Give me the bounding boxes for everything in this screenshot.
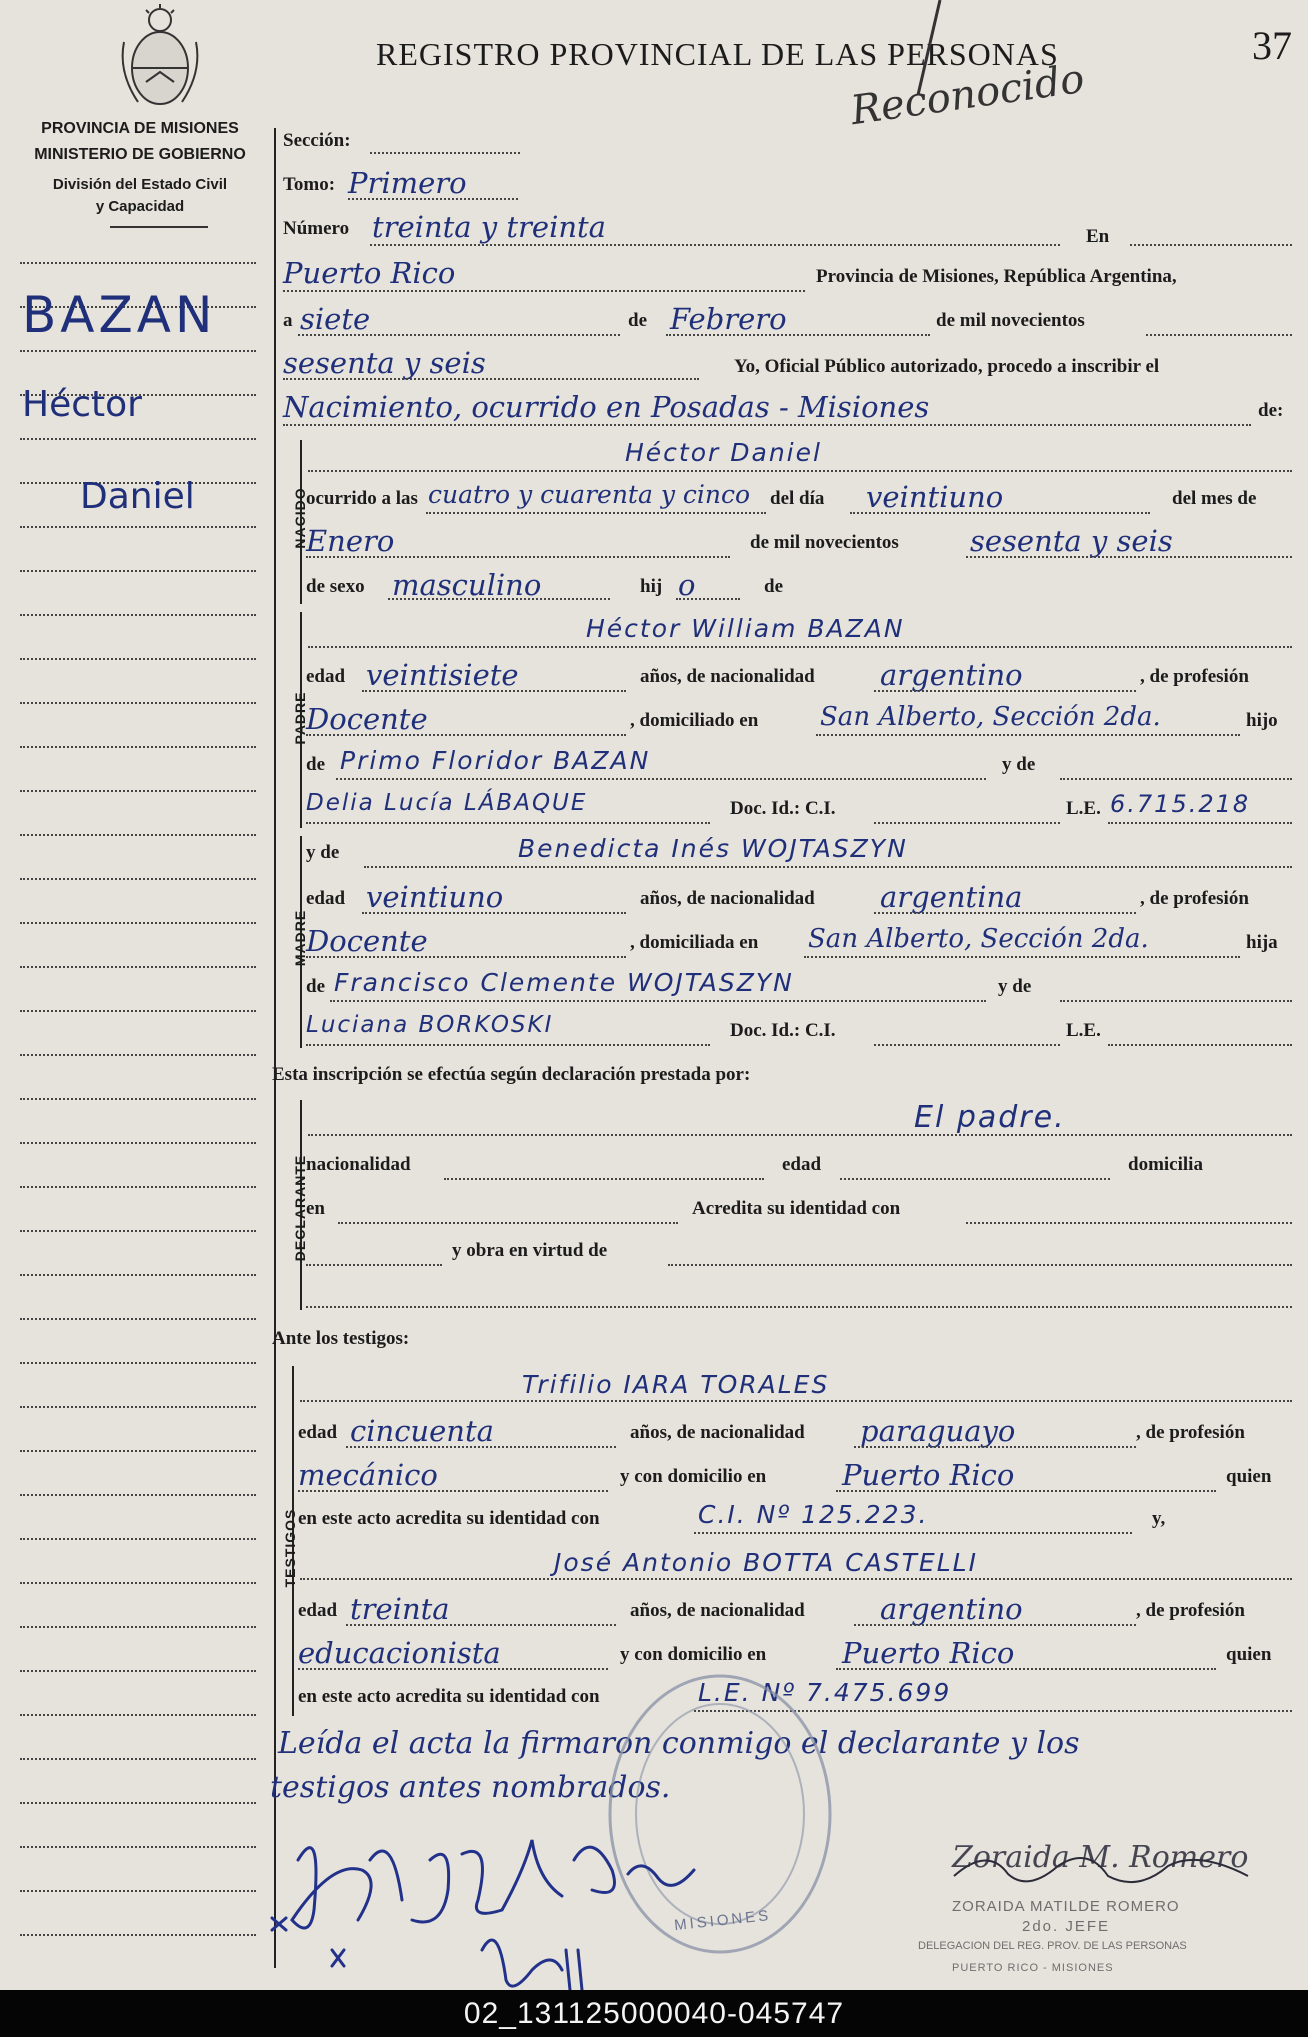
- year-line: [283, 378, 699, 380]
- padre-doc-line: [874, 822, 1060, 824]
- madre-dom-value: San Alberto, Sección 2da.: [808, 924, 1149, 954]
- padre-edad-line: [362, 690, 626, 692]
- page-number: 37: [1252, 23, 1292, 68]
- tomo-value: Primero: [348, 166, 467, 200]
- margin-line: [20, 1670, 256, 1672]
- capacity-heading: y Capacidad: [95, 198, 185, 215]
- margin-line: [20, 1230, 256, 1232]
- margin-line: [20, 1406, 256, 1408]
- madre-dom-label: , domiciliada en: [630, 932, 759, 953]
- day-line: [298, 334, 620, 336]
- madre-father-line: [330, 1000, 986, 1002]
- padre-prof-value: Docente: [306, 702, 428, 736]
- reconocido-stamp: Reconocido: [847, 55, 1088, 135]
- madre-name-value: Benedicta Inés WOJTASZYN: [518, 834, 908, 863]
- nacido-month-value: Enero: [306, 524, 395, 558]
- heading-rule: [110, 226, 208, 228]
- w2-acredita-label: en este acto acredita su identidad con: [298, 1686, 600, 1707]
- declarante-edad-label: edad: [782, 1154, 822, 1175]
- w2-prof-line: [298, 1668, 608, 1670]
- w1-name-value: Trifilio IARA TORALES: [522, 1370, 830, 1399]
- testigos-intro: Ante los testigos:: [272, 1328, 410, 1349]
- w2-prof-value: educacionista: [298, 1636, 501, 1670]
- seccion-line: [370, 152, 520, 154]
- w1-prof-line: [298, 1490, 608, 1492]
- w2-edad-label: edad: [298, 1600, 338, 1621]
- stamp-stroke: [910, 0, 950, 100]
- stamp-office: DELEGACION DEL REG. PROV. DE LAS PERSONAS: [918, 1940, 1187, 1952]
- madre-dom-line: [804, 956, 1240, 958]
- w1-dom-label: y con domicilio en: [620, 1466, 767, 1487]
- hour-value: cuatro y cuarenta y cinco: [428, 480, 751, 509]
- w2-dom-line: [836, 1668, 1216, 1670]
- declarante-acredita-line: [966, 1222, 1292, 1224]
- nacido-day-line: [850, 512, 1150, 514]
- province-text: Provincia de Misiones, República Argentina,: [816, 266, 1177, 287]
- margin-line: [20, 570, 256, 572]
- madre-prof-value: Docente: [306, 924, 428, 958]
- en-line: [1130, 244, 1292, 246]
- division-heading: División del Estado Civil: [52, 176, 228, 193]
- margin-line: [20, 1010, 256, 1012]
- padre-nac-label: años, de nacionalidad: [640, 666, 815, 687]
- margin-line: [20, 922, 256, 924]
- madre-le-line: [1108, 1044, 1292, 1046]
- event-value: Nacimiento, ocurrido en Posadas - Misiones: [283, 390, 930, 424]
- margin-middle-name: Daniel: [80, 476, 195, 517]
- margin-line: [20, 702, 256, 704]
- margin-line: [20, 526, 256, 528]
- madre-label: MADRE: [292, 909, 308, 967]
- margin-line: [20, 1758, 256, 1760]
- stamp-title: 2do. JEFE: [1022, 1918, 1111, 1935]
- month-value: Febrero: [670, 302, 787, 336]
- declarante-extra-line: [306, 1306, 1292, 1308]
- ocurrido-label: ocurrido a las: [306, 488, 418, 509]
- margin-line: [20, 262, 256, 264]
- margin-line: [20, 438, 256, 440]
- tomo-label: Tomo:: [283, 174, 336, 195]
- madre-mother-value: Luciana BORKOSKI: [306, 1012, 554, 1038]
- madre-name-line: [364, 866, 1292, 868]
- madre-prof-label: , de profesión: [1140, 888, 1249, 909]
- madre-le-label: L.E.: [1066, 1020, 1101, 1041]
- padre-mother-value: Delia Lucía LÁBAQUE: [306, 790, 588, 816]
- testigos-label: TESTIGOS: [282, 1508, 298, 1588]
- w2-acredita-value: L.E. Nº 7.475.699: [698, 1678, 952, 1707]
- madre-edad-label: edad: [306, 888, 346, 909]
- w2-prof-label: , de profesión: [1136, 1600, 1245, 1621]
- padre-father-line: [336, 778, 986, 780]
- padre-dom-line: [816, 734, 1240, 736]
- margin-line: [20, 1362, 256, 1364]
- mil-line: [1146, 334, 1292, 336]
- del-dia-label: del día: [770, 488, 825, 509]
- nacido-de-label: de: [764, 576, 783, 597]
- nacido-name-line: [308, 470, 1292, 472]
- declarante-dom-label: domicilia: [1128, 1154, 1203, 1175]
- w2-nac-line: [854, 1624, 1136, 1626]
- padre-le-value: 6.715.218: [1110, 790, 1251, 818]
- month-line: [666, 334, 930, 336]
- w1-prof-label: , de profesión: [1136, 1422, 1245, 1443]
- padre-hijo-label: hijo: [1246, 710, 1278, 731]
- margin-surname: BAZAN: [22, 286, 217, 344]
- madre-nac-label: años, de nacionalidad: [640, 888, 815, 909]
- officer-text: Yo, Oficial Público autorizado, procedo a inscribir el: [734, 356, 1160, 377]
- nacido-day-value: veintiuno: [866, 480, 1004, 514]
- hij-line: [676, 598, 740, 600]
- nacido-name-value: Héctor Daniel: [625, 438, 822, 467]
- madre-edad-value: veintiuno: [366, 880, 504, 914]
- padre-nac-value: argentino: [880, 658, 1023, 692]
- margin-line: [20, 746, 256, 748]
- madre-y-de2-label: y de: [998, 976, 1032, 997]
- padre-father-value: Primo Floridor BAZAN: [340, 746, 651, 775]
- margin-line: [20, 1538, 256, 1540]
- padre-edad-value: veintisiete: [366, 658, 519, 692]
- madre-mother-line: [306, 1044, 710, 1046]
- padre-doc-label: Doc. Id.: C.I.: [730, 798, 836, 819]
- w2-dom-value: Puerto Rico: [842, 1636, 1015, 1670]
- del-mes-label: del mes de: [1172, 488, 1257, 509]
- padre-prof-line: [306, 734, 626, 736]
- w1-dom-value: Puerto Rico: [842, 1458, 1015, 1492]
- padre-name-line: [308, 646, 1292, 648]
- margin-line: [20, 790, 256, 792]
- madre-hija-label: hija: [1246, 932, 1278, 953]
- stamp-place: PUERTO RICO - MISIONES: [952, 1962, 1114, 1974]
- seal-text: MISIONES: [673, 1906, 772, 1935]
- nacido-year-line: [966, 556, 1292, 558]
- w1-name-line: [300, 1400, 1292, 1402]
- madre-y-de-label: y de: [306, 842, 340, 863]
- padre-le-line: [1108, 822, 1292, 824]
- margin-first-name: Héctor: [22, 384, 142, 425]
- margin-line: [20, 658, 256, 660]
- document-code: 02_131125000040-045747: [0, 1990, 1308, 2037]
- mil-label: de mil novecientos: [936, 310, 1085, 331]
- w1-nac-value: paraguayo: [860, 1414, 1016, 1448]
- declarante-name-value: El padre.: [914, 1100, 1066, 1135]
- w1-edad-label: edad: [298, 1422, 338, 1443]
- margin-line: [20, 1890, 256, 1892]
- declarante-obra-line: [668, 1264, 1292, 1266]
- w2-edad-line: [346, 1624, 616, 1626]
- de-colon-label: de:: [1258, 400, 1284, 421]
- padre-name-value: Héctor William BAZAN: [586, 614, 905, 643]
- hij-value: o: [678, 568, 696, 602]
- margin-line: [20, 1934, 256, 1936]
- declarante-acredita-label: Acredita su identidad con: [692, 1198, 901, 1219]
- w1-prof-value: mecánico: [298, 1458, 438, 1492]
- witness-signatures: [262, 1800, 762, 1990]
- stamp-name: ZORAIDA MATILDE ROMERO: [952, 1898, 1180, 1915]
- madre-de-label: de: [306, 976, 325, 997]
- a-label: a: [283, 310, 293, 331]
- tomo-line: [348, 198, 518, 200]
- year-value: sesenta y seis: [283, 346, 486, 380]
- padre-de-label: de: [306, 754, 325, 775]
- margin-line: [20, 1054, 256, 1056]
- declarante-en-line: [338, 1222, 678, 1224]
- madre-edad-line: [362, 912, 626, 914]
- coat-of-arms-icon: [118, 2, 202, 114]
- w2-quien-label: quien: [1226, 1644, 1272, 1665]
- padre-dom-label: , domiciliado en: [630, 710, 759, 731]
- w2-dom-label: y con domicilio en: [620, 1644, 767, 1665]
- w1-dom-line: [836, 1490, 1216, 1492]
- declarante-obra-pre-line: [306, 1264, 442, 1266]
- madre-doc-label: Doc. Id.: C.I.: [730, 1020, 836, 1041]
- w1-acredita-label: en este acto acredita su identidad con: [298, 1508, 600, 1529]
- sexo-value: masculino: [392, 568, 542, 602]
- nacido-label: NACIDO: [292, 487, 308, 549]
- w2-name-line: [300, 1578, 1292, 1580]
- closing-line2: testigos antes nombrados.: [270, 1770, 671, 1805]
- margin-line: [20, 1318, 256, 1320]
- w1-y-label: y,: [1152, 1508, 1166, 1529]
- seccion-label: Sección:: [283, 130, 351, 151]
- w1-edad-value: cincuenta: [350, 1414, 494, 1448]
- numero-label: Número: [283, 218, 350, 239]
- nacido-month-line: [306, 556, 730, 558]
- padre-dom-value: San Alberto, Sección 2da.: [820, 702, 1161, 732]
- w2-edad-value: treinta: [350, 1592, 450, 1626]
- numero-value: treinta y treinta: [372, 210, 606, 244]
- w1-acredita-value: C.I. Nº 125.223.: [698, 1500, 929, 1529]
- madre-nac-line: [874, 912, 1136, 914]
- margin-line: [20, 1450, 256, 1452]
- ministry-heading: MINISTERIO DE GOBIERNO: [34, 146, 246, 163]
- w2-nac-value: argentino: [880, 1592, 1023, 1626]
- sexo-label: de sexo: [306, 576, 365, 597]
- padre-le-label: L.E.: [1066, 798, 1101, 819]
- declarante-nac-line: [444, 1178, 764, 1180]
- margin-line: [20, 1142, 256, 1144]
- w1-nac-line: [854, 1446, 1136, 1448]
- declarante-label: DECLARANTE: [292, 1154, 308, 1262]
- margin-line: [20, 1846, 256, 1848]
- hour-line: [426, 512, 766, 514]
- event-line: [283, 424, 1251, 426]
- margin-line: [20, 1098, 256, 1100]
- margin-line: [20, 614, 256, 616]
- margin-line: [20, 1494, 256, 1496]
- province-heading: PROVINCIA DE MISIONES: [41, 120, 239, 137]
- padre-label: PADRE: [292, 691, 308, 745]
- madre-prof-line: [306, 956, 626, 958]
- w1-edad-line: [346, 1446, 616, 1448]
- en-label: En: [1086, 226, 1110, 247]
- madre-y-de2-line: [1060, 1000, 1292, 1002]
- w1-quien-label: quien: [1226, 1466, 1272, 1487]
- declarante-intro: Esta inscripción se efectúa según declaración prestada por:: [272, 1064, 751, 1085]
- closing-line1: Leída el acta la firmaron conmigo el declarante y los: [278, 1726, 1080, 1761]
- w2-name-value: José Antonio BOTTA CASTELLI: [554, 1548, 978, 1577]
- sexo-line: [388, 598, 610, 600]
- padre-nac-line: [874, 690, 1136, 692]
- margin-line: [20, 1802, 256, 1804]
- margin-line: [20, 1274, 256, 1276]
- document-title: REGISTRO PROVINCIAL DE LAS PERSONAS: [376, 36, 1059, 72]
- nacido-year-value: sesenta y seis: [970, 524, 1173, 558]
- margin-line: [20, 350, 256, 352]
- margin-line: [20, 834, 256, 836]
- w2-nac-label: años, de nacionalidad: [630, 1600, 805, 1621]
- padre-prof-label: , de profesión: [1140, 666, 1249, 687]
- place-line: [283, 290, 805, 292]
- padre-edad-label: edad: [306, 666, 346, 687]
- margin-line: [20, 1186, 256, 1188]
- madre-father-value: Francisco Clemente WOJTASZYN: [334, 968, 794, 997]
- registrar-signature: Zoraida M. Romero: [952, 1840, 1249, 1875]
- margin-line: [20, 1582, 256, 1584]
- padre-y-de-label: y de: [1002, 754, 1036, 775]
- hij-label: hij: [640, 576, 663, 597]
- de-label: de: [628, 310, 647, 331]
- day-value: siete: [300, 302, 371, 336]
- madre-nac-value: argentina: [880, 880, 1023, 914]
- place-value: Puerto Rico: [283, 256, 456, 290]
- main-border: [274, 128, 276, 1968]
- padre-y-de-line: [1060, 778, 1292, 780]
- margin-line: [20, 878, 256, 880]
- declarante-obra-label: y obra en virtud de: [452, 1240, 608, 1261]
- margin-line: [20, 1714, 256, 1716]
- w1-acredita-line: [694, 1532, 1132, 1534]
- madre-doc-line: [874, 1044, 1060, 1046]
- numero-line: [370, 244, 1060, 246]
- margin-line: [20, 966, 256, 968]
- declarante-en-label: en: [306, 1198, 325, 1219]
- declarante-name-line: [308, 1134, 1292, 1136]
- margin-line: [20, 1626, 256, 1628]
- declarante-nac-label: nacionalidad: [306, 1154, 411, 1175]
- padre-mother-line: [306, 822, 710, 824]
- w1-nac-label: años, de nacionalidad: [630, 1422, 805, 1443]
- declarante-edad-line: [840, 1178, 1110, 1180]
- nacido-mil-label: de mil novecientos: [750, 532, 899, 553]
